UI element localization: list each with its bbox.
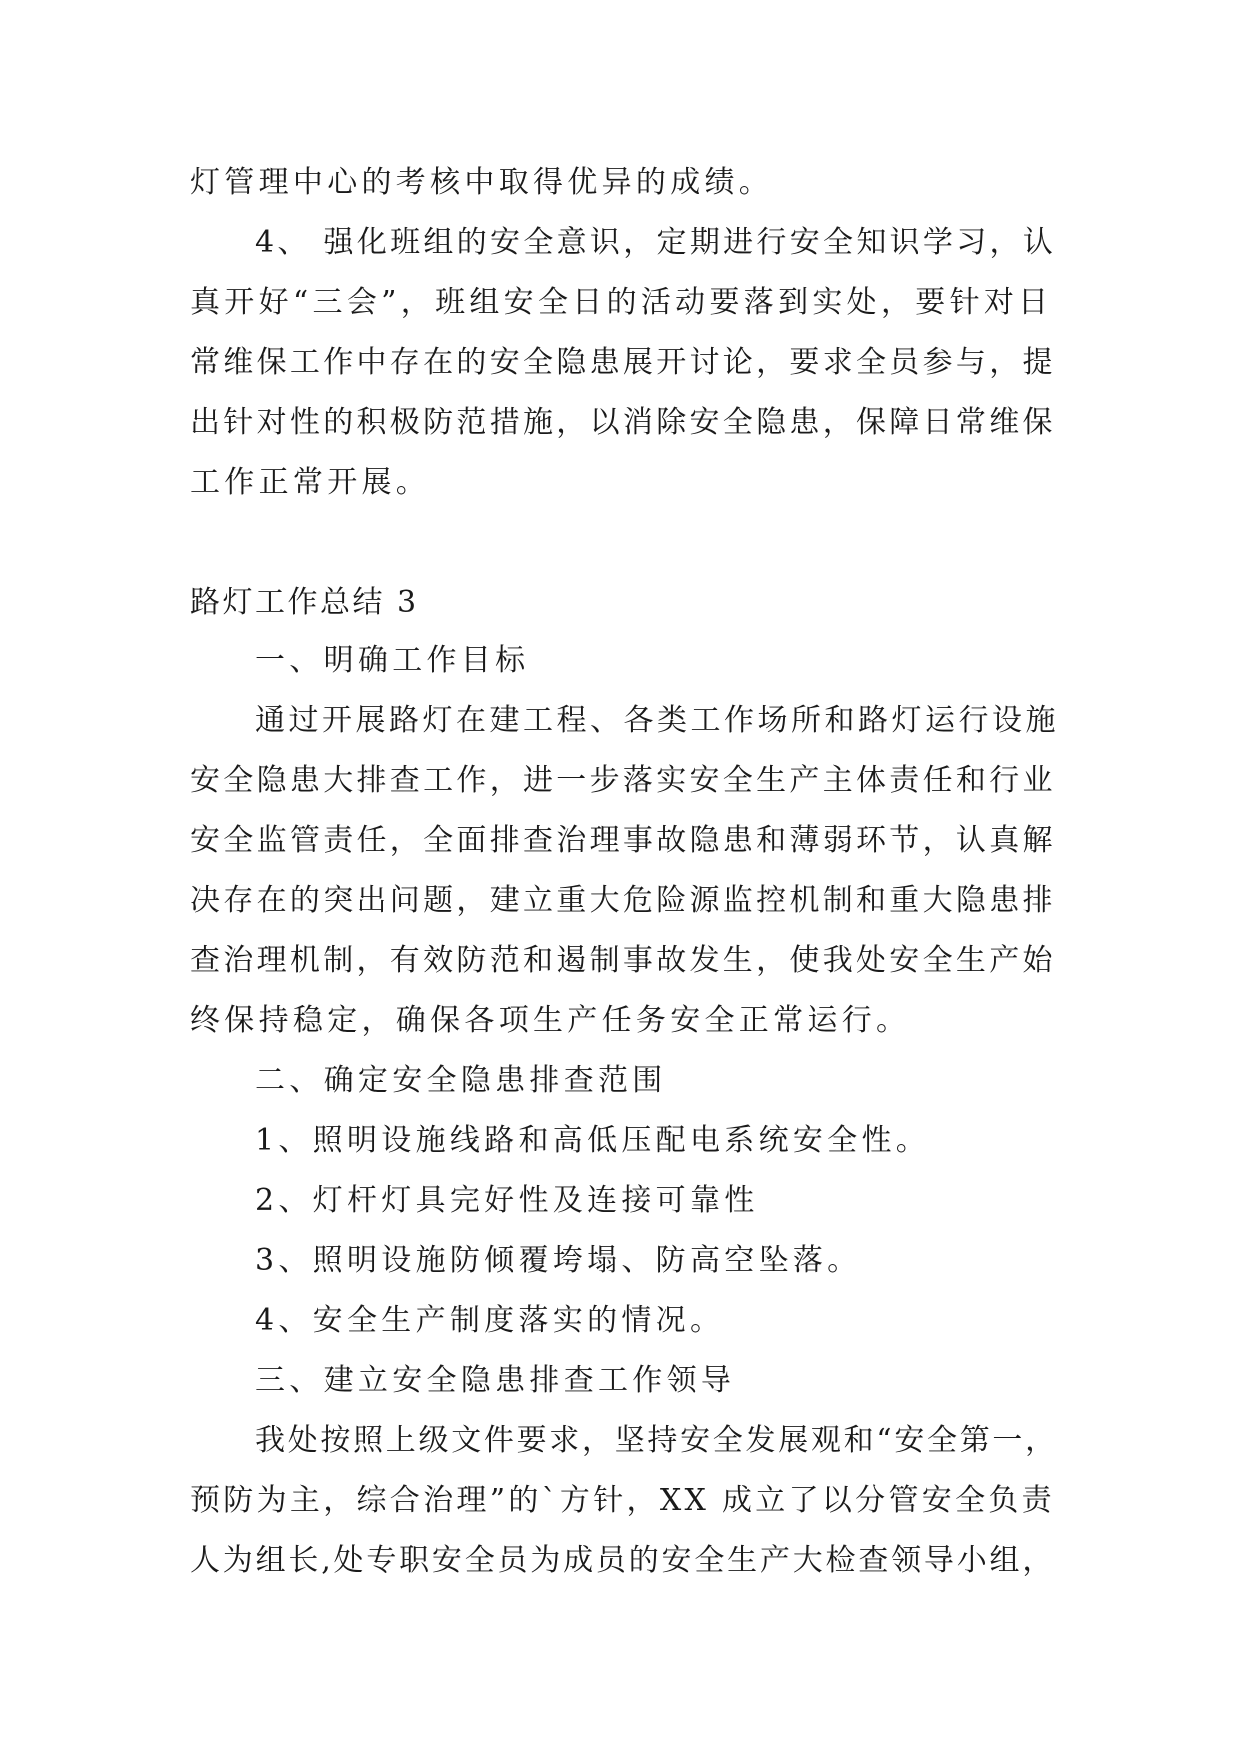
list-item: 1、照明设施线路和高低压配电系统安全性。 — [255, 1123, 931, 1158]
paragraph-line: 决存在的突出问题，建立重大危险源监控机制和重大隐患排 — [190, 883, 1056, 918]
paragraph-line: 预防为主，综合治理”的`方针，XX 成立了以分管安全负责 — [190, 1483, 1055, 1518]
paragraph-line: 灯管理中心的考核中取得优异的成绩。 — [190, 165, 774, 200]
heading-goals: 一、明确工作目标 — [255, 643, 530, 678]
paragraph-line: 出针对性的积极防范措施，以消除安全隐患，保障日常维保 — [190, 405, 1056, 440]
heading-leadership: 三、建立安全隐患排查工作领导 — [255, 1363, 736, 1398]
paragraph-line: 查治理机制，有效防范和遏制事故发生，使我处安全生产始 — [190, 943, 1056, 978]
paragraph-line: 通过开展路灯在建工程、各类工作场所和路灯运行设施 — [255, 703, 1059, 738]
paragraph-line: 安全隐患大排查工作，进一步落实安全生产主体责任和行业 — [190, 763, 1056, 798]
paragraph-line: 4、 强化班组的安全意识，定期进行安全知识学习，认 — [255, 225, 1057, 260]
paragraph-line: 安全监管责任，全面排查治理事故隐患和薄弱环节，认真解 — [190, 823, 1056, 858]
heading-scope: 二、确定安全隐患排查范围 — [255, 1063, 667, 1098]
paragraph-line: 我处按照上级文件要求，坚持安全发展观和“安全第一， — [255, 1423, 1058, 1458]
paragraph-line: 工作正常开展。 — [190, 465, 431, 500]
paragraph-line: 常维保工作中存在的安全隐患展开讨论，要求全员参与，提 — [190, 345, 1056, 380]
list-item: 3、照明设施防倾覆垮塌、防高空坠落。 — [255, 1243, 862, 1278]
paragraph-line: 终保持稳定，确保各项生产任务安全正常运行。 — [190, 1003, 911, 1038]
paragraph-line: 人为组长,处专职安全员为成员的安全生产大检查领导小组， — [190, 1543, 1056, 1578]
section-title: 路灯工作总结 3 — [190, 585, 419, 620]
list-item: 2、灯杆灯具完好性及连接可靠性 — [255, 1183, 759, 1218]
list-item: 4、安全生产制度落实的情况。 — [255, 1303, 725, 1338]
paragraph-line: 真开好“三会”，班组安全日的活动要落到实处，要针对日 — [190, 285, 1053, 320]
